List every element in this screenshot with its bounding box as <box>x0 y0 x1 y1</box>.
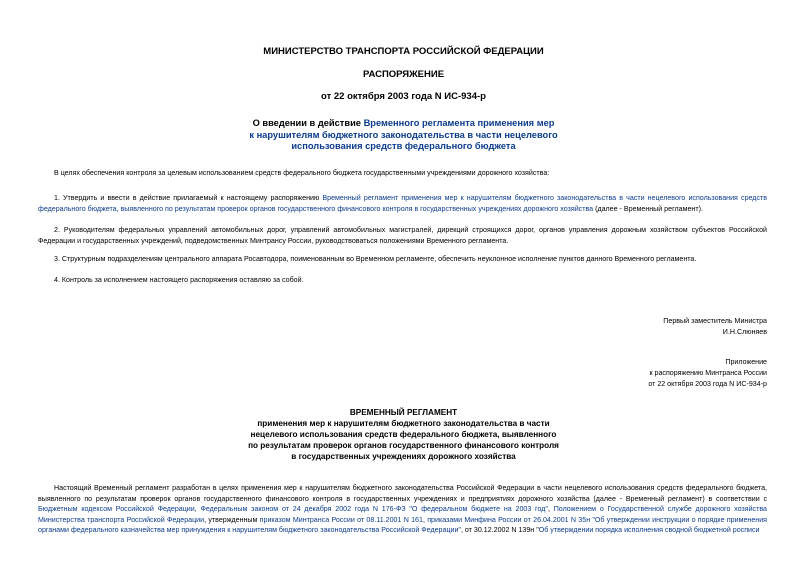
regulation-link[interactable]: Временный регламент применения мер к нарушителям бюджетного законодательства в части нецелевого использования средств федерального бюджета, выявленного по результатам проверок органов государственного финансового контроля в государственных учреждениях дорожного хозяйства <box>38 194 768 213</box>
body-text-3: , <box>547 505 554 514</box>
signature-block <box>663 316 767 338</box>
budget-schedule-link[interactable]: Об утверждении порядка исполнения сводной бюджетной росписи <box>538 526 760 535</box>
mintrans-order-link[interactable]: приказом Минтранса России от 08.11.2001 N 161 <box>259 515 423 524</box>
doc-type-heading: РАСПОРЯЖЕНИЕ <box>362 69 445 80</box>
item-4-text: 4. Контроль за исполнением настоящего распоряжения оставляю за собой. <box>54 276 304 284</box>
doc-date-number: от 22 октября 2003 года N ИС-934-р <box>321 91 486 102</box>
item-3-text: 3. Структурным подразделениям центрального аппарата Росавтодора, поименованным во Временном регламенте, обеспечить неуклонное исполнение пунктов данного Временного регламента. <box>54 255 697 263</box>
item-2-paragraph <box>38 225 767 247</box>
signature-name: И.Н.Слюняев <box>722 328 767 336</box>
appendix-line-3: от 22 октября 2003 года N ИС-934-р <box>648 380 767 388</box>
item-2-text: 2. Руководителям федеральных управлений автомобильных дорог, управлений автомобильных магистралей, дирекций строящихся дорог, органов управления дорожным хозяйством субъектов Российской Федерации и государственных учреждений, подведомственных Минтрансу России, руководствоваться положениями Временного регламента. <box>38 226 767 245</box>
appendix-block <box>648 357 767 390</box>
intro-paragraph <box>38 168 767 179</box>
state-service-regulation-link[interactable]: Положением о Государственной службе дорожного хозяйства Министерства транспорта Российской Федерации <box>38 505 767 524</box>
body-text-5: , <box>422 515 428 524</box>
signature-position: Первый заместитель Министра <box>663 317 767 325</box>
ministry-heading: МИНИСТЕРСТВО ТРАНСПОРТА РОССИЙСКОЙ ФЕДЕРАЦИИ <box>263 46 544 57</box>
budget-code-link[interactable]: Бюджетным кодексом Российской Федерации <box>38 505 195 514</box>
body-text-1: Настоящий Временный регламент разработан в целях применения мер к нарушителям бюджетного законодательства Российской Федерации в части нецелевого использования средств федерального бюджета, выявленного по результатам проверок органов государственного финансового контроля в государственных учреждениях и предприятиях дорожного хозяйства (далее - Временный регламент) в соответствии с <box>38 484 767 503</box>
intro-text: В целях обеспечения контроля за целевым использованием средств федерального бюджета государственными учреждениями дорожного хозяйства: <box>54 169 550 177</box>
order-title <box>0 118 807 153</box>
body-text-4: , утвержденным <box>204 515 260 524</box>
regulation-subtitle-2: нецелевого использования средств федерального бюджета, выявленного <box>250 430 557 439</box>
regulation-subtitle-4: в государственных учреждениях дорожного хозяйства <box>291 452 516 461</box>
item-1-text-a: 1. Утвердить и ввести в действие прилагаемый к настоящему распоряжению <box>54 194 323 202</box>
item-1-text-b: (далее - Временный регламент). <box>593 205 703 213</box>
regulation-subtitle-1: применения мер к нарушителям бюджетного законодательства в части <box>257 419 550 428</box>
minfin-order-link[interactable]: приказами Минфина России от 26.04.2001 N 35н "Об утверждении инструкции о порядке применения органами федерального казначейства мер принуждения к нарушителям бюджетного законодательства Российской Федерации" <box>38 515 768 535</box>
item-3-paragraph <box>38 254 767 265</box>
order-title-link-3[interactable]: использования средств федерального бюджета <box>291 141 516 151</box>
regulation-subtitle-3: по результатам проверок органов государственного финансового контроля <box>248 441 559 450</box>
body-text-6: , от 30.12.2002 N 139н " <box>460 526 539 535</box>
body-text-2: , <box>194 505 201 514</box>
federal-law-link[interactable]: Федеральным законом от 24 декабря 2002 года N 176-ФЗ "О федеральном бюджете на 2003 год" <box>200 505 548 514</box>
item-1-paragraph <box>38 193 767 215</box>
order-title-link-2[interactable]: к нарушителям бюджетного законодательства в части нецелевого <box>249 129 558 140</box>
order-title-prefix: О введении в действие <box>252 118 364 128</box>
regulation-title-block <box>0 407 807 462</box>
appendix-label: Приложение <box>725 358 767 366</box>
regulation-title: ВРЕМЕННЫЙ РЕГЛАМЕНТ <box>349 408 458 417</box>
regulation-body-paragraph <box>38 483 767 536</box>
appendix-line-2: к распоряжению Минтранса России <box>649 369 767 377</box>
order-title-link-1[interactable]: Временного регламента применения мер <box>363 118 555 128</box>
item-4-paragraph <box>38 275 767 286</box>
